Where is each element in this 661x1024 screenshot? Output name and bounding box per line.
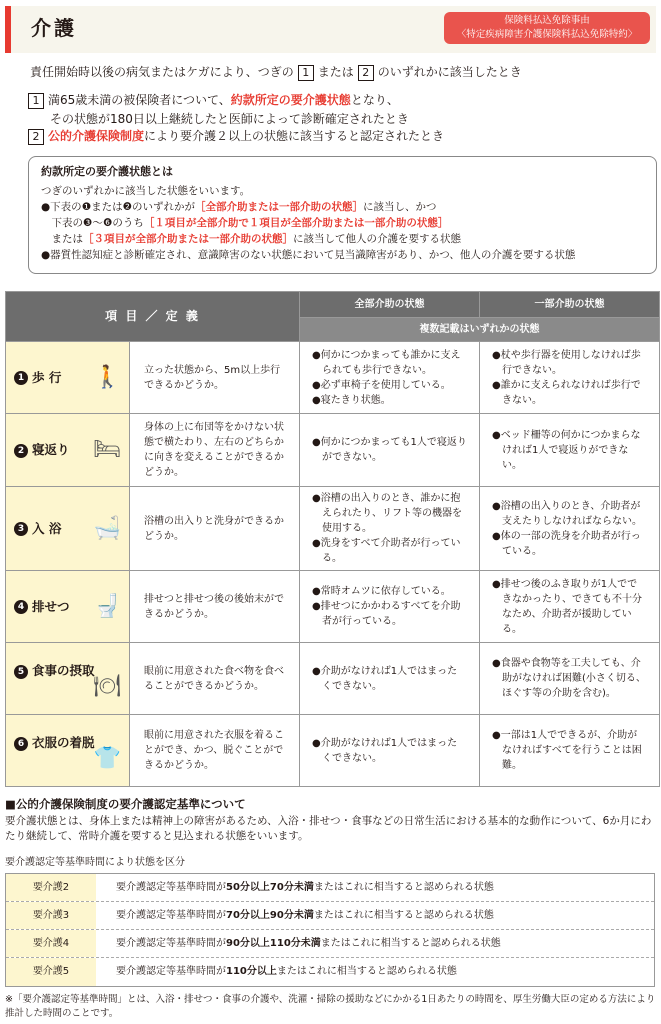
care-level-name: 要介護2 — [6, 874, 96, 901]
care-level-row — [6, 930, 654, 958]
item-definition: 立った状態から、5m以上歩行できるかどうか。 — [130, 342, 300, 414]
full-care-item: ●寝たきり状態。 — [312, 394, 391, 406]
condition-1-text-b: となり、 — [350, 93, 399, 107]
condition-2-box: 2 — [358, 65, 374, 81]
item-definition: 眼前に用意された食べ物を食べることができるかどうか。 — [130, 643, 300, 715]
care-level-desc: 要介護認定等基準時間が90分以上110分未満またはこれに相当すると認められる状態 — [116, 937, 501, 949]
item-definition: 身体の上に布団等をかけない状態で横たわり、左右のどちらかに向きを変えることができるかどうか。 — [130, 414, 300, 487]
condition-2-text: により要介護２以上の状態に該当すると認定されたとき — [144, 129, 445, 143]
bed-icon: 🛏 — [93, 437, 121, 463]
intro-mid: または — [317, 65, 354, 79]
partial-care-cell — [480, 643, 660, 715]
header-full: 全部介助の状態 — [300, 292, 480, 318]
item-name: 衣服の着脱 — [32, 735, 95, 751]
care-level-row — [6, 874, 654, 902]
partial-care-cell — [480, 571, 660, 643]
definition-line4: または［３項目が全部介助または一部介助の状態］に該当して他人の介護を要する状態 — [41, 232, 461, 245]
item-label — [6, 715, 130, 787]
partial-care-item: ●杖や歩行器を使用しなければ歩行できない。 — [492, 349, 641, 376]
item-label — [6, 487, 130, 571]
item-definition: 排せつと排せつ後の後始末ができるかどうか。 — [130, 571, 300, 643]
care-level-name: 要介護4 — [6, 930, 96, 957]
care-level-desc: 要介護認定等基準時間が50分以上70分未満またはこれに相当すると認められる状態 — [116, 881, 494, 893]
care-level-name: 要介護5 — [6, 958, 96, 986]
condition-2-highlight: 公的介護保険制度 — [48, 129, 145, 143]
partial-care-item: ●排せつ後のふき取りが1人でできなかったり、できても不十分なため、介助者が援助している。 — [492, 578, 642, 635]
full-care-cell — [300, 571, 480, 643]
definition-line1: つぎのいずれかに該当した状態をいいます。 — [41, 184, 251, 197]
badge-line2: 〈特定疾病障害介護保険料払込免除特約〉 — [456, 29, 638, 40]
care-level-desc: 要介護認定等基準時間が110分以上またはこれに相当すると認められる状態 — [116, 966, 457, 978]
section-title: ■公的介護保険制度の要介護認定基準について — [5, 797, 246, 811]
table-row — [6, 414, 660, 487]
item-label — [6, 571, 130, 643]
care-level-desc: 要介護認定等基準時間が70分以上90分未満またはこれに相当すると認められる状態 — [116, 909, 494, 921]
intro-post: のいずれかに該当したとき — [377, 65, 522, 79]
full-care-item: ●介助がなければ1人ではまったくできない。 — [312, 737, 458, 764]
care-level-table — [5, 873, 655, 987]
item-number: 4 — [14, 600, 28, 614]
partial-care-cell — [480, 342, 660, 414]
partial-care-item: ●浴槽の出入りのとき、介助者が支えたりしなければならない。 — [492, 500, 642, 527]
care-criteria-table — [5, 291, 660, 787]
item-name: 入 浴 — [32, 520, 62, 536]
waiver-badge — [444, 12, 650, 44]
partial-care-cell — [480, 414, 660, 487]
item-definition: 眼前に用意された衣服を着ることができ、かつ、脱ぐことができるかどうか。 — [130, 715, 300, 787]
table-row — [6, 715, 660, 787]
item-number: 6 — [14, 737, 28, 751]
full-care-cell — [300, 643, 480, 715]
header-item: 項 目 ／ 定 義 — [6, 292, 300, 342]
item-number: 1 — [14, 371, 28, 385]
definition-box — [28, 156, 657, 274]
walking-icon: 🚶 — [93, 364, 121, 390]
intro-pre: 責任開始時以後の病気またはケガにより、つぎの — [30, 65, 294, 79]
section-subtitle: 要介護認定等基準時間により状態を区分 — [5, 857, 185, 868]
badge-line1: 保険料払込免除事由 — [504, 15, 590, 26]
full-care-item: ●常時オムツに依存している。 — [312, 586, 451, 597]
item-label — [6, 414, 130, 487]
item-name: 排せつ — [32, 598, 70, 614]
item-number: 3 — [14, 522, 28, 536]
section-text: 要介護状態とは、身体上または精神上の障害があるため、入浴・排せつ・食事などの日常生活における基本的な動作について、6か月にわたり継続して、常時介護を要すると見込まれる状態をいいます。 — [5, 815, 652, 842]
full-care-item: ●排せつにかかわるすべてを介助者が行っている。 — [312, 601, 461, 627]
partial-care-item: ●ベッド柵等の何かにつかまらなければ1人で寝返りができない。 — [492, 429, 641, 471]
partial-care-item: ●誰かに支えられなければ歩行できない。 — [492, 379, 641, 406]
full-care-cell — [300, 342, 480, 414]
item-number: 5 — [14, 665, 28, 679]
header-sub: 複数記載はいずれかの状態 — [300, 318, 660, 342]
table-row — [6, 571, 660, 643]
item-name: 食事の摂取 — [32, 663, 95, 679]
condition-1-line2: その状態が180日以上継続したと医師によって診断確定されたとき — [50, 112, 409, 126]
full-care-cell — [300, 715, 480, 787]
partial-care-item: ●食器や食物等を工夫しても、介助がなければ困難(小さく切る、ほぐす等の介助を含む)。 — [492, 658, 646, 699]
intro-text — [30, 64, 522, 81]
condition-1 — [28, 92, 409, 127]
header-partial: 一部介助の状態 — [480, 292, 660, 318]
definition-line2: ●下表の❶または❷のいずれかが［全部介助または一部介助の状態］に該当し、かつ — [41, 200, 437, 213]
definition-line3: 下表の❸～❻のうち［１項目が全部介助で１項目が全部介助または一部介助の状態］ — [41, 216, 449, 229]
condition-2 — [28, 128, 444, 145]
item-number: 2 — [14, 444, 28, 458]
item-label — [6, 643, 130, 715]
header — [5, 6, 656, 53]
item-name: 歩 行 — [32, 369, 62, 385]
table-row — [6, 342, 660, 414]
item-label — [6, 342, 130, 414]
footnote: ※「要介護認定等基準時間」とは、入浴・排せつ・食事の介護や、洗濯・掃除の援助などにかかる1日あたりの時間を、厚生労働大臣の定める方法により推計した時間のことです。 — [5, 994, 656, 1019]
full-care-item: ●何かにつかまっても誰かに支えられても歩行できない。 — [312, 349, 461, 376]
table-row — [6, 643, 660, 715]
toilet-icon: 🚽 — [93, 593, 121, 619]
full-care-item: ●洗身をすべて介助者が行っている。 — [312, 538, 461, 564]
bathtub-icon: 🛁 — [93, 515, 121, 541]
full-care-item: ●何かにつかまっても1人で寝返りができない。 — [312, 437, 467, 463]
meal-icon: 🍽 — [93, 673, 121, 699]
definition-line5: ●器質性認知症と診断確定され、意識障害のない状態において見当識障害があり、かつ、他人の介護を要する状態 — [41, 248, 576, 261]
partial-care-cell — [480, 715, 660, 787]
full-care-item: ●必ず車椅子を使用している。 — [312, 379, 451, 391]
condition-1-box: 1 — [298, 65, 314, 81]
care-level-row — [6, 958, 654, 986]
full-care-cell — [300, 414, 480, 487]
table-row — [6, 487, 660, 571]
page-title: 介護 — [31, 16, 77, 40]
condition-1-highlight: 約款所定の要介護状態 — [230, 93, 351, 107]
shirt-icon: 👕 — [93, 745, 121, 771]
care-level-row — [6, 902, 654, 930]
partial-care-item: ●体の一部の洗身を介助者が行っている。 — [492, 530, 641, 557]
partial-care-cell — [480, 487, 660, 571]
item-definition: 浴槽の出入りと洗身ができるかどうか。 — [130, 487, 300, 571]
condition-1-text-a: 満65歳未満の被保険者について、 — [48, 93, 231, 107]
definition-title: 約款所定の要介護状態とは — [41, 165, 173, 178]
item-name: 寝返り — [32, 442, 70, 458]
partial-care-item: ●一部は1人でできるが、介助がなければすべてを行うことは困難。 — [492, 730, 642, 771]
condition-1-number: 1 — [28, 93, 44, 109]
full-care-item: ●介助がなければ1人ではまったくできない。 — [312, 665, 458, 692]
care-level-name: 要介護3 — [6, 902, 96, 929]
condition-2-number: 2 — [28, 129, 44, 145]
full-care-item: ●浴槽の出入りのとき、誰かに抱えられたり、リフト等の機器を使用する。 — [312, 493, 462, 534]
full-care-cell — [300, 487, 480, 571]
